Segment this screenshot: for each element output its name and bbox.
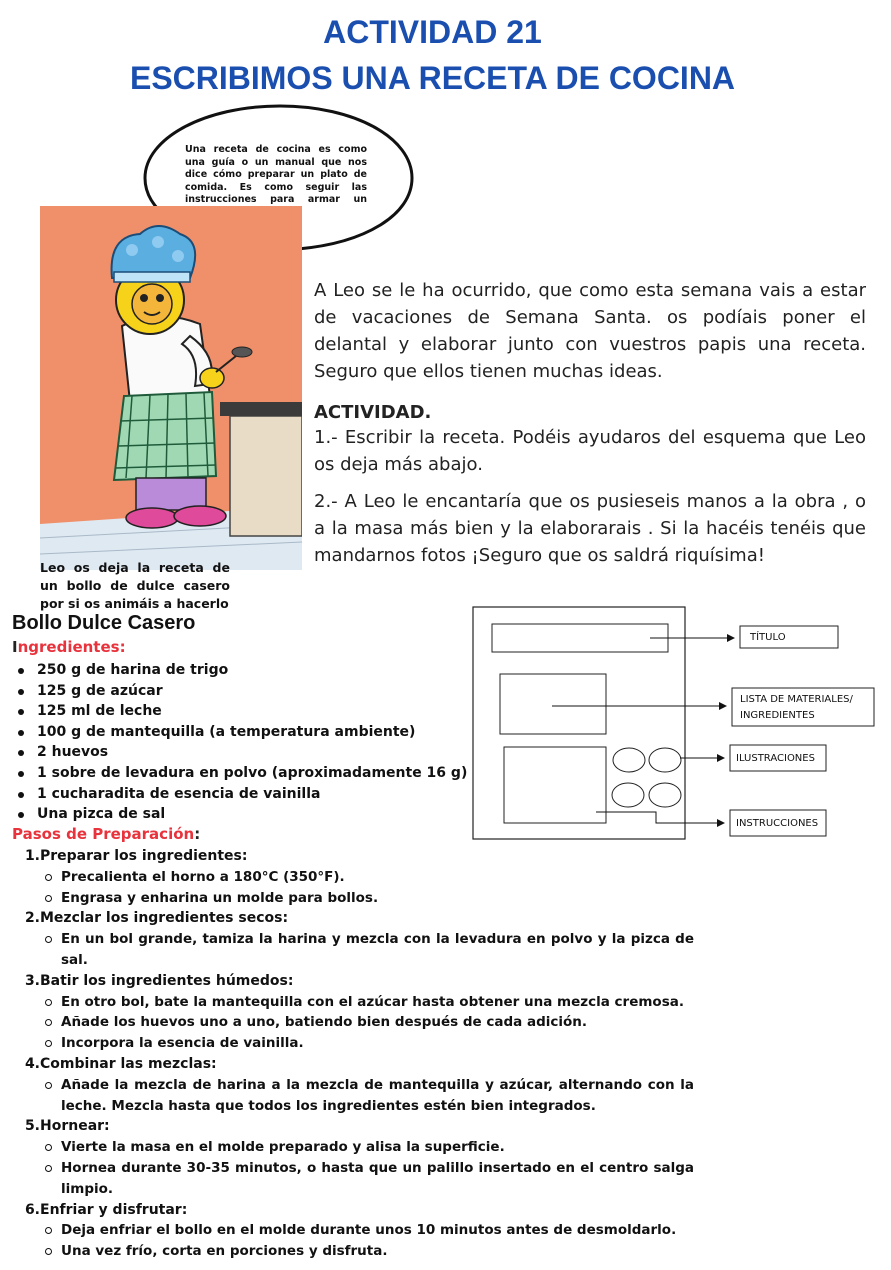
step-number: 3.	[24, 972, 40, 989]
step-number: 6.	[24, 1201, 40, 1218]
schema-label-materials-line1: LISTA DE MATERIALES/	[740, 694, 853, 705]
step-item	[12, 1200, 694, 1262]
schema-illustration-oval	[613, 748, 645, 772]
step-number: 4.	[24, 1055, 40, 1072]
ingredient-item: 125 ml de leche	[15, 701, 467, 722]
preparation-heading-text: Pasos de Preparación	[12, 825, 195, 843]
leo-chef-illustration	[40, 206, 302, 570]
step-title: Enfriar y disfrutar:	[40, 1201, 188, 1218]
step-item	[12, 1054, 694, 1116]
activity-item-2: 2.- A Leo le encantaría que os pusieseis manos a la obra , o a la masa más bien y la elaborarais . Si la hacéis tenéis que mandarnos fotos ¡Seguro que os saldrá riquísima!	[314, 491, 866, 566]
step-detail: Deja enfriar el bollo en el molde durante unos 10 minutos antes de desmoldarlo.	[61, 1220, 694, 1241]
step-item	[12, 971, 694, 1054]
ingredient-item: 1 cucharadita de esencia de vainilla	[15, 784, 467, 805]
step-item	[12, 908, 694, 970]
ingredients-heading-initial: I	[12, 638, 18, 656]
step-item	[12, 1116, 694, 1199]
step-detail: Incorpora la esencia de vainilla.	[61, 1033, 694, 1054]
ingredients-list	[15, 660, 467, 825]
schema-label-title: TÍTULO	[750, 632, 786, 643]
step-title: Hornear:	[40, 1118, 110, 1135]
step-detail: Engrasa y enharina un molde para bollos.	[61, 888, 694, 909]
ingredient-item: 1 sobre de levadura en polvo (aproximadamente 16 g)	[15, 763, 467, 784]
ingredient-item: 250 g de harina de trigo	[15, 660, 467, 681]
activity-item-1: 1.- Escribir la receta. Podéis ayudaros del esquema que Leo os deja más abajo.	[314, 427, 866, 475]
speech-bubble-text: Una receta de cocina es como una guía o un manual que nos dice cómo preparar un plato de comida. Es como seguir las instrucciones para armar un	[185, 144, 367, 205]
ingredients-heading	[12, 638, 126, 656]
schema-illustration-oval	[649, 783, 681, 807]
step-title: Batir los ingredientes húmedos:	[40, 972, 294, 989]
step-detail: Añade los huevos uno a uno, batiendo bien después de cada adición.	[61, 1012, 694, 1033]
recipe-title: Bollo Dulce Casero	[12, 612, 196, 634]
page-title: ACTIVIDAD 21	[323, 14, 542, 50]
step-number: 5.	[24, 1118, 40, 1135]
schema-label-instructions: INSTRUCCIONES	[736, 818, 819, 829]
ingredient-item: 100 g de mantequilla (a temperatura ambiente)	[15, 722, 467, 743]
step-number: 1.	[24, 848, 40, 864]
intro-paragraph: A Leo se le ha ocurrido, que como esta semana vais a estar de vacaciones de Semana Santa. os podíais poner el delantal y elaborar junto con vuestros papis una receta. Seguro que ellos tienen muchas ideas.	[314, 280, 866, 382]
step-detail: En un bol grande, tamiza la harina y mezcla con la levadura en polvo y la pizca de sal.	[61, 929, 694, 971]
step-number: 2.	[24, 910, 40, 927]
ingredient-item: 125 g de azúcar	[15, 681, 467, 702]
schema-illustration-oval	[649, 748, 681, 772]
schema-instructions-box	[504, 747, 606, 823]
step-title: Preparar los ingredientes:	[40, 848, 248, 864]
step-title: Combinar las mezclas:	[40, 1055, 217, 1072]
step-title: Mezclar los ingredientes secos:	[40, 910, 289, 927]
step-detail: Una vez frío, corta en porciones y disfruta.	[61, 1241, 694, 1262]
schema-illustration-oval	[612, 783, 644, 807]
ingredient-item: 2 huevos	[15, 742, 467, 763]
step-detail: Vierte la masa en el molde preparado y alisa la superficie.	[61, 1137, 694, 1158]
schema-materials-box	[500, 674, 606, 734]
ingredients-heading-rest: ngredientes:	[17, 638, 126, 656]
preparation-heading-colon: :	[194, 825, 201, 843]
schema-label-illustrations: ILUSTRACIONES	[736, 753, 815, 764]
schema-title-box	[492, 624, 668, 652]
page-subtitle: ESCRIBIMOS UNA RECETA DE COCINA	[129, 60, 736, 96]
illustration-caption: Leo os deja la receta de un bollo de dulce casero por si os animáis a hacerlo	[40, 560, 230, 611]
recipe-schema-diagram	[470, 604, 880, 844]
step-detail: Hornea durante 30-35 minutos, o hasta que un palillo insertado en el centro salga limpio.	[61, 1158, 694, 1200]
steps-list	[12, 846, 694, 1262]
ingredient-item: Una pizca de sal	[15, 804, 467, 825]
step-item	[12, 846, 694, 908]
schema-label-materials-line2: INGREDIENTES	[740, 710, 815, 721]
preparation-heading	[12, 825, 200, 843]
step-detail: En otro bol, bate la mantequilla con el azúcar hasta obtener una mezcla cremosa.	[61, 992, 694, 1013]
activity-heading: ACTIVIDAD.	[314, 402, 432, 423]
step-detail: Precalienta el horno a 180°C (350°F).	[61, 867, 694, 888]
step-detail: Añade la mezcla de harina a la mezcla de mantequilla y azúcar, alternando con la leche. Mezcla hasta que todos los ingredientes estén bien integrados.	[61, 1075, 694, 1117]
